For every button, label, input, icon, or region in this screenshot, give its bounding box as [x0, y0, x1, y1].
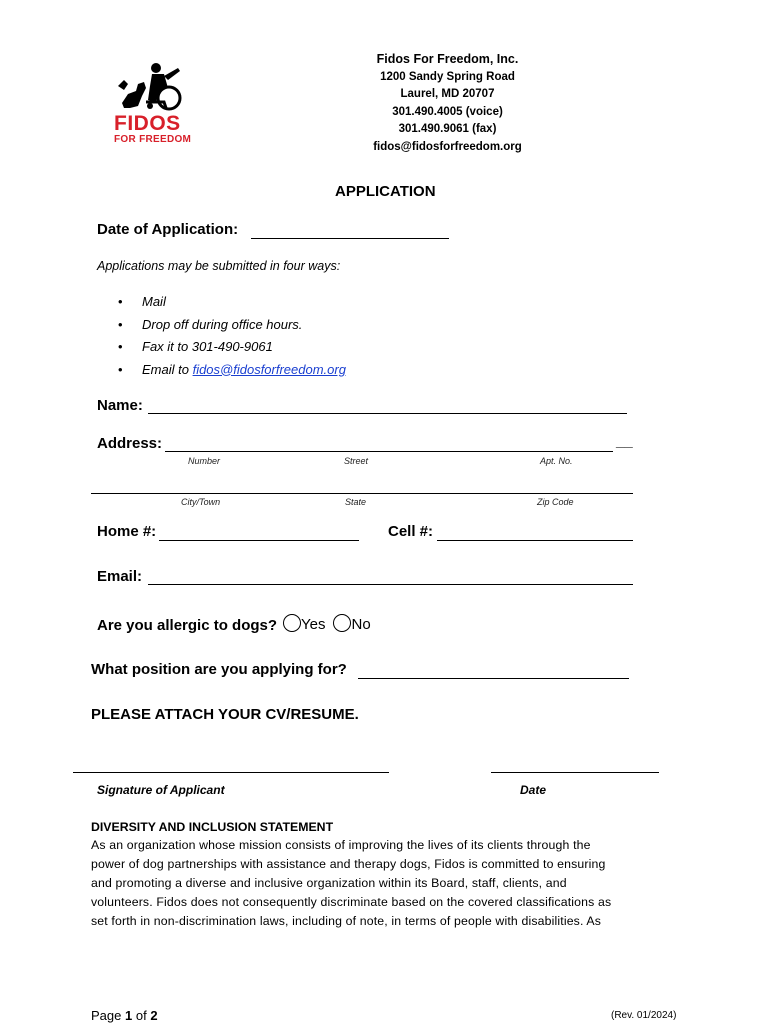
- allergy-yes-radio[interactable]: [283, 614, 301, 632]
- cell-phone-field[interactable]: [437, 540, 633, 541]
- name-label: Name:: [97, 397, 143, 414]
- address-state-caption: State: [345, 497, 367, 507]
- logo-text-fidos: FIDOS: [114, 112, 181, 135]
- org-header: [340, 51, 555, 156]
- logo-text-for-freedom: FOR FREEDOM: [114, 134, 192, 145]
- address-tail: __: [616, 433, 633, 450]
- allergy-no-radio[interactable]: [333, 614, 351, 632]
- attach-resume-note: PLEASE ATTACH YOUR CV/RESUME.: [91, 706, 359, 723]
- fidos-logo: [108, 58, 198, 148]
- address-city-caption: City/Town: [181, 497, 221, 507]
- signature-date-label: Date: [520, 783, 547, 797]
- position-field[interactable]: [358, 678, 629, 679]
- org-city: Laurel, MD 20707: [400, 88, 495, 100]
- signature-field[interactable]: [73, 772, 389, 773]
- list-item: • Drop off during office hours.: [118, 316, 303, 332]
- page-title: APPLICATION: [335, 183, 436, 200]
- email-field[interactable]: [148, 584, 633, 585]
- email-link[interactable]: fidos@fidosforfreedom.org: [192, 361, 346, 377]
- address-number-caption: Number: [188, 456, 221, 466]
- address-zip-caption: Zip Code: [537, 497, 574, 507]
- email-label: Email:: [97, 568, 143, 585]
- allergy-yes-label: Yes: [301, 616, 326, 633]
- signature-label: Signature of Applicant: [97, 783, 225, 797]
- home-phone-field[interactable]: [159, 540, 359, 541]
- page-number: Page 1 of 2: [91, 1008, 158, 1023]
- address-street-caption: Street: [344, 456, 369, 466]
- diversity-line: As an organization whose mission consists of improving the lives of its clients through the: [91, 838, 591, 852]
- diversity-line: power of dog partnerships with assistance and therapy dogs, Fidos is committed to ensuring: [91, 857, 606, 871]
- revision-date: (Rev. 01/2024): [611, 1010, 677, 1021]
- list-item: • Mail: [118, 294, 166, 309]
- address-city-field[interactable]: [91, 493, 633, 494]
- address-street-field[interactable]: [165, 451, 613, 452]
- org-email: fidos@fidosforfreedom.org: [373, 140, 522, 153]
- signature-date-field[interactable]: [491, 772, 659, 773]
- allergy-no-label: No: [351, 616, 371, 633]
- intro-text: Applications may be submitted in four ways:: [97, 259, 341, 273]
- list-item: • Email to fidos@fidosforfreedom.org: [118, 361, 346, 377]
- allergy-question: Are you allergic to dogs?: [97, 617, 278, 634]
- diversity-heading: DIVERSITY AND INCLUSION STATEMENT: [91, 820, 334, 834]
- address-label: Address:: [97, 435, 163, 452]
- home-phone-label: Home #:: [97, 523, 157, 540]
- diversity-line: and promoting a diverse and inclusive organization within its Board, staff, clients, and: [91, 876, 567, 890]
- diversity-line: set forth in non-discrimination laws, including of note, in terms of people with disabilities. As: [91, 914, 602, 928]
- org-voice: 301.490.4005 (voice): [392, 105, 503, 118]
- allergy-options: [283, 614, 371, 633]
- diversity-statement: [91, 818, 691, 931]
- org-street: 1200 Sandy Spring Road: [380, 70, 515, 83]
- cell-phone-label: Cell #:: [388, 523, 434, 540]
- org-name: Fidos For Freedom, Inc.: [376, 52, 519, 66]
- org-fax: 301.490.9061 (fax): [398, 123, 497, 135]
- date-field[interactable]: [251, 238, 449, 239]
- date-label: Date of Application:: [97, 221, 239, 238]
- method-list: [118, 293, 346, 383]
- diversity-line: volunteers. Fidos does not consequently discriminate based on the covered classifications as: [91, 895, 612, 909]
- name-field[interactable]: [148, 413, 627, 414]
- address-apt-caption: Apt. No.: [540, 456, 573, 466]
- position-question: What position are you applying for?: [91, 661, 347, 678]
- list-item: • Fax it to 301-490-9061: [118, 339, 273, 354]
